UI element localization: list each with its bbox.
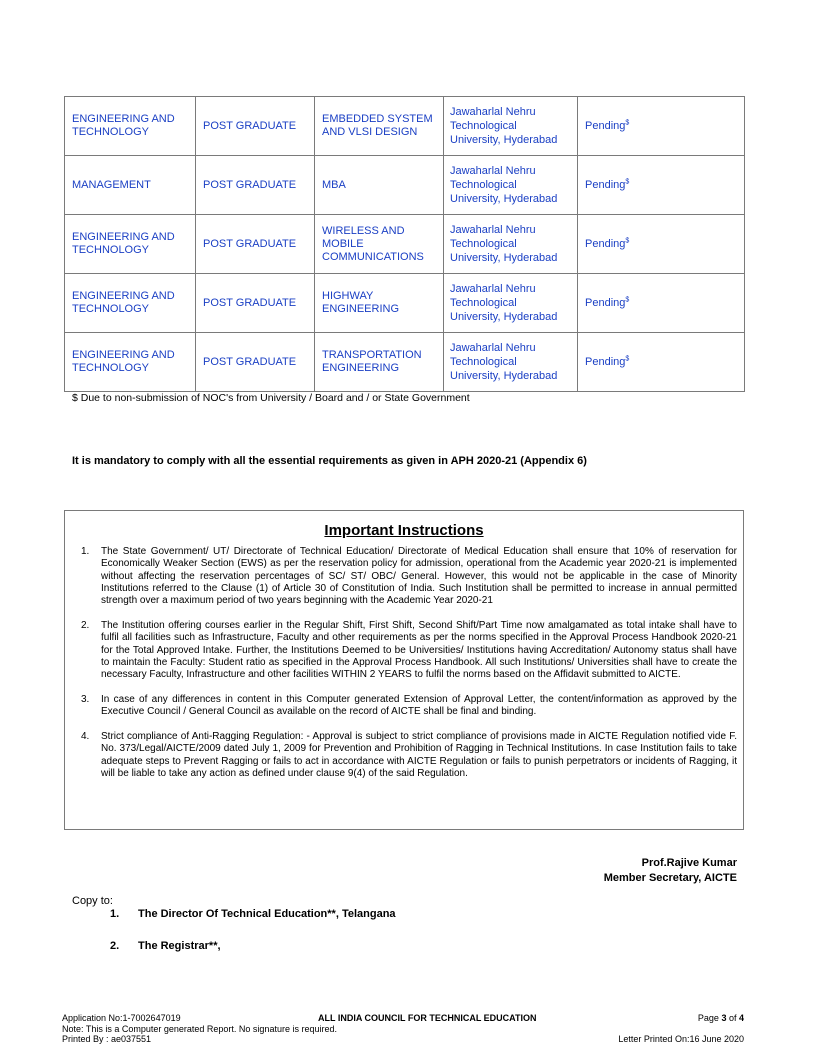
university-cell: Jawaharlal Nehru Technological University, Hyderabad [444,274,578,333]
copy-to-number: 2. [110,940,120,952]
level-cell: POST GRADUATE [196,333,315,392]
level-cell: POST GRADUATE [196,215,315,274]
course-cell: MBA [315,156,444,215]
discipline-cell: ENGINEERING AND TECHNOLOGY [65,215,196,274]
programs-table [64,96,745,392]
course-cell: HIGHWAY ENGINEERING [315,274,444,333]
university-cell: Jawaharlal Nehru Technological University, Hyderabad [444,97,578,156]
footnote-mark: $ [625,236,630,244]
page-number [698,1013,744,1024]
council-name: ALL INDIA COUNCIL FOR TECHNICAL EDUCATION [318,1013,537,1023]
status-cell [578,274,745,333]
signature-block [604,856,737,886]
signatory-name: Prof.Rajive Kumar [641,857,737,869]
mandatory-note: It is mandatory to comply with all the essential requirements as given in APH 2020-21 (Appendix 6) [72,455,587,467]
status-cell [578,97,745,156]
instruction-text: The Institution offering courses earlier in the Regular Shift, First Shift, Second Shift/Part Time now amalgamated as total intake shall have to fulfil all facilities such as Infrastructure, Faculty and other requirements as per the norms specified in the Approval Process Handbook 2020-21 for the Total Approved Intake. Further, the Institutions Deemed to be Universities/ Institutions having Accreditation/ Autonomy status shall have to maintain the Faculty: Student ratio as specified in the Approval Process Handbook. All such Institutions/ Universities shall have to create the necessary Faculty, Infrastructure and other facilities WITHIN 2 YEARS to fulfil the norms based on the Affidavit submitted to AICTE. [101,619,737,681]
footnote-mark: $ [625,295,630,303]
discipline-cell: MANAGEMENT [65,156,196,215]
discipline-cell: ENGINEERING AND TECHNOLOGY [65,333,196,392]
status-text: Pending [585,355,626,368]
generated-note: Note: This is a Computer generated Report. No signature is required. [62,1023,337,1034]
status-cell [578,156,745,215]
table-row [65,215,745,274]
level-cell: POST GRADUATE [196,97,315,156]
university-cell: Jawaharlal Nehru Technological University, Hyderabad [444,333,578,392]
application-number: Application No:1-7002647019 [62,1013,181,1023]
table-row [65,156,745,215]
university-cell: Jawaharlal Nehru Technological University, Hyderabad [444,156,578,215]
status-text: Pending [585,296,626,309]
instruction-text: The State Government/ UT/ Directorate of Technical Education/ Directorate of Medical Education shall ensure that 10% of reservation for Economically Weaker Section (EWS) as per the reservation policy for admission, operational from the Academic year 2020-21 is implemented without affecting the reservation percentages of SC/ ST/ OBC/ General. However, this would not be applicable in the case of Minority Institutions referred to the Clause (1) of Article 30 of Constitution of India. Such Institution shall be permitted to increase in annual permitted strength over a maximum period of two years beginning with the Academic Year 2020-21 [101,546,737,607]
footnote-mark: $ [625,118,630,126]
table-row [65,333,745,392]
course-cell: TRANSPORTATION ENGINEERING [315,333,444,392]
instruction-item [81,693,737,719]
status-text: Pending [585,237,626,250]
level-cell: POST GRADUATE [196,156,315,215]
instructions-list [65,546,737,793]
instruction-text: In case of any differences in content in this Computer generated Extension of Approval Letter, the content/information as approved by the Executive Council / General Council as available on the record of AICTE shall be final and binding. [101,693,737,718]
instructions-title: Important Instructions [324,522,484,539]
table-row [65,97,745,156]
course-cell: EMBEDDED SYSTEM AND VLSI DESIGN [315,97,444,156]
footer-left [62,1013,337,1045]
discipline-cell: ENGINEERING AND TECHNOLOGY [65,274,196,333]
status-text: Pending [585,178,626,191]
instruction-text: Strict compliance of Anti-Ragging Regulation: - Approval is subject to strict compliance of provisions made in AICTE Regulation notified vide F. No. 373/Legal/AICTE/2009 dated July 1, 2009 for Prevention and Prohibition of Ragging in Technical Institutions. In case Institution fails to take adequate steps to Prevent Ragging or fails to act in accordance with AICTE Regulation or fails to punish perpetrators or incidents of Ragging, it will be liable to take any action as defined under clause 9(4) of the said Regulation. [101,731,737,779]
level-cell: POST GRADUATE [196,274,315,333]
university-cell: Jawaharlal Nehru Technological University, Hyderabad [444,215,578,274]
table-footnote: $ Due to non-submission of NOC's from University / Board and / or State Government [72,392,470,404]
page-current: 3 [721,1013,727,1023]
instruction-number: 3. [81,693,90,705]
instruction-item [81,619,737,681]
important-instructions-box [64,510,744,830]
status-cell [578,215,745,274]
table-row [65,274,745,333]
printed-by: Printed By : ae037551 [62,1034,152,1044]
discipline-cell: ENGINEERING AND TECHNOLOGY [65,97,196,156]
instruction-item [81,546,737,607]
copy-to-label: Copy to: [72,895,113,907]
page-of: of [726,1013,739,1023]
course-cell: WIRELESS AND MOBILE COMMUNICATIONS [315,215,444,274]
instruction-item [81,731,737,780]
footnote-mark: $ [625,354,630,362]
page-prefix: Page [697,1013,722,1023]
status-cell [578,333,745,392]
signatory-designation: Member Secretary, AICTE [603,872,737,884]
instruction-number: 4. [81,731,90,743]
copy-to-number: 1. [110,908,120,920]
footnote-mark: $ [625,177,630,185]
status-text: Pending [585,119,626,132]
copy-to-recipient: The Director Of Technical Education**, Telangana [138,908,396,920]
letter-printed-on: Letter Printed On:16 June 2020 [618,1034,744,1044]
instruction-number: 2. [81,619,90,631]
copy-to-recipient: The Registrar**, [138,940,221,952]
instruction-number: 1. [81,546,90,557]
page-total: 4 [738,1013,744,1023]
